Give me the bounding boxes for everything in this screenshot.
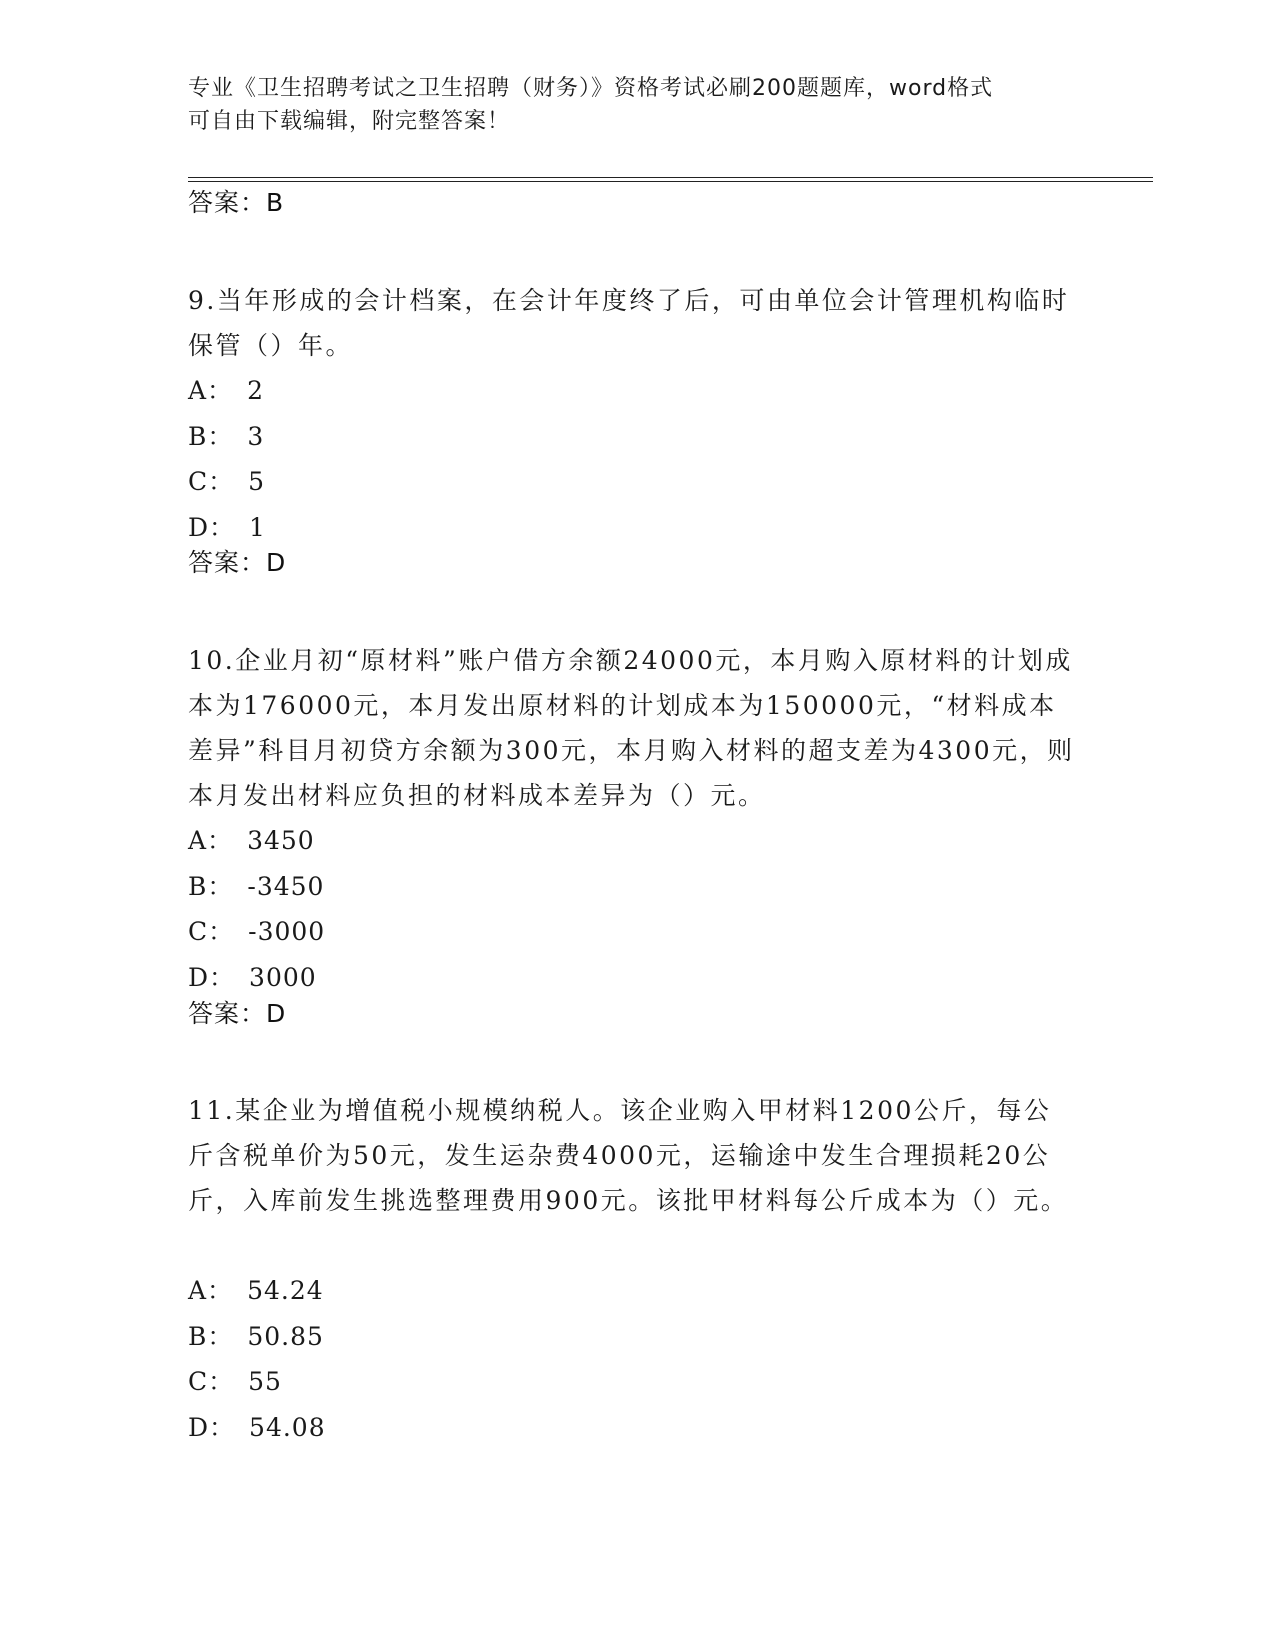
- question-10-options: [188, 818, 325, 1000]
- question-10-text: 10.企业月初“原材料”账户借方余额24000元，本月购入原材料的计划成本为176000元，本月发出原材料的计划成本为150000元，“材料成本差异”科目月初贷方余额为300元，本月购入材料的超支差为4300元，则本月发出材料应负担的材料成本差异为（）元。: [188, 646, 1075, 810]
- option-key: B：: [188, 871, 234, 901]
- answer-label: 答案：: [188, 999, 267, 1028]
- option-b: [188, 414, 266, 460]
- option-key: C：: [188, 1367, 235, 1396]
- option-a: [188, 368, 266, 414]
- header-line-1: 专业《卫生招聘考试之卫生招聘（财务）》资格考试必刷200题题库，word格式: [188, 76, 994, 101]
- option-value: 50.85: [247, 1321, 324, 1351]
- option-a: [188, 1268, 326, 1314]
- option-c: [188, 459, 266, 505]
- option-key: D：: [188, 512, 236, 542]
- option-key: D：: [188, 962, 236, 992]
- option-value: -3000: [248, 917, 326, 946]
- header-double-rule: [188, 177, 1153, 182]
- option-value: 3450: [247, 826, 315, 855]
- option-value: 5: [248, 467, 266, 496]
- option-key: C：: [188, 917, 235, 946]
- question-11-text: 11.某企业为增值税小规模纳税人。该企业购入甲材料1200公斤，每公斤含税单价为50元，发生运杂费4000元，运输途中发生合理损耗20公斤，入库前发生挑选整理费用900元。该批甲材料每公斤成本为（）元。: [188, 1096, 1069, 1215]
- answer-q8: [188, 186, 284, 220]
- answer-label: 答案：: [188, 548, 267, 577]
- option-key: A：: [188, 376, 234, 405]
- question-9-options: [188, 368, 266, 550]
- option-value: -3450: [247, 871, 325, 901]
- answer-q10: [188, 997, 286, 1031]
- option-b: [188, 864, 325, 910]
- answer-value: B: [266, 188, 285, 217]
- answer-q9: [188, 546, 286, 580]
- option-value: 55: [248, 1367, 282, 1396]
- option-value: 3: [247, 421, 265, 451]
- question-11-options: [188, 1268, 326, 1450]
- option-b: [188, 1314, 326, 1360]
- option-d: [188, 1405, 326, 1451]
- option-d: [188, 955, 325, 1001]
- option-key: A：: [188, 1276, 234, 1305]
- option-value: 1: [249, 512, 266, 542]
- option-key: B：: [188, 1321, 234, 1351]
- answer-label: 答案：: [188, 188, 267, 217]
- option-value: 3000: [249, 962, 317, 992]
- option-value: 54.08: [249, 1412, 326, 1442]
- option-a: [188, 818, 325, 864]
- option-value: 54.24: [247, 1276, 324, 1305]
- option-key: A：: [188, 826, 234, 855]
- header-line-2: 可自由下载编辑，附完整答案！: [188, 109, 511, 134]
- option-d: [188, 505, 266, 551]
- option-c: [188, 909, 325, 955]
- option-value: 2: [247, 376, 264, 405]
- answer-value: D: [266, 999, 287, 1028]
- option-key: B：: [188, 421, 234, 451]
- document-header: [188, 72, 1088, 138]
- question-9-text: 9.当年形成的会计档案，在会计年度终了后，可由单位会计管理机构临时保管（）年。: [188, 286, 1070, 360]
- option-c: [188, 1359, 326, 1405]
- option-key: C：: [188, 467, 235, 496]
- answer-value: D: [266, 548, 287, 577]
- option-key: D：: [188, 1412, 236, 1442]
